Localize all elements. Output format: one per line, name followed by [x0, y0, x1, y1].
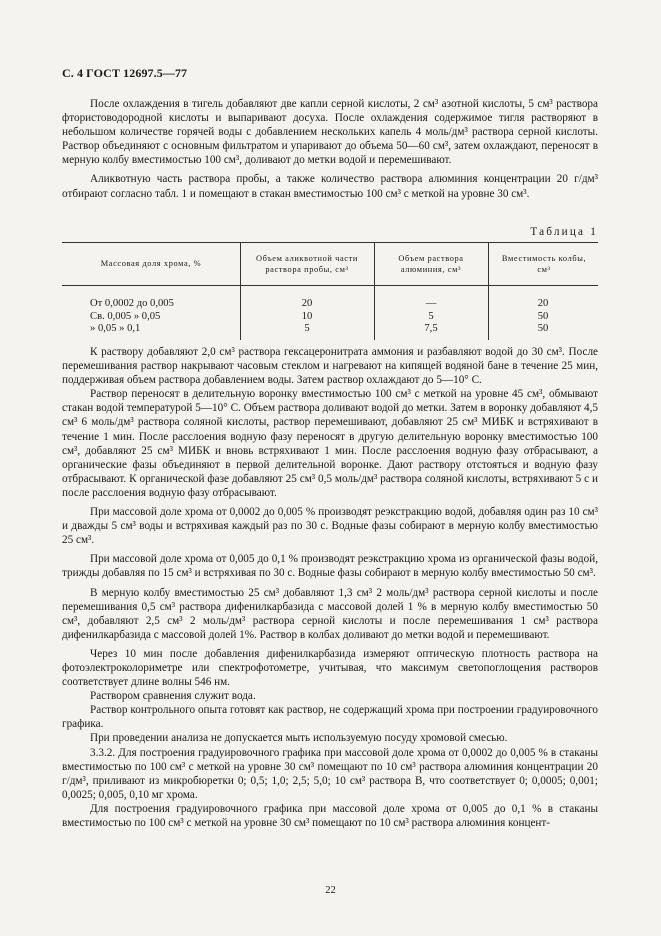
table-body — [62, 298, 598, 336]
column-header: Объем аликвотной части раствора пробы, см³ — [256, 253, 358, 274]
text-block-top — [62, 97, 598, 201]
table-cell: — — [425, 298, 437, 309]
data-table — [62, 242, 598, 336]
paragraph: К раствору добавляют 2,0 см³ раствора гексацеронитрата аммония и разбавляют водой до 30 см³. После перемешивания раствор накрывают часовым стеклом и нагревают на кипящей водяной бане в течение 25 мин, поддерживая объем раствора добавлением воды. Затем раствор охлаждают до 5—10° С. — [62, 346, 598, 387]
paragraph: Для построения градуировочного графика при массовой доле хрома от 0,005 до 0,1 % в стаканы вместимостью по 100 см³ с меткой на уровне 30 см³ помещают по 10 см³ раствора алюминия концент- — [62, 802, 598, 829]
paragraph: После охлаждения в тигель добавляют две капли серной кислоты, 2 см³ азотной кислоты, 5 см³ раствора фтористоводородной кислоты и выпаривают досуха. После охлаждения содержимое тигля растворяют в небольшом количестве горячей воды с добавлением нескольких капель 4 моль/дм³ раствора серной кислоты. Раствор объединяют с основным фильтратом и упаривают до объема 50—60 см³, затем охлаждают, переносят в мерную колбу вместимостью 100 см³, доливают до метки водой и перемешивают. — [62, 98, 598, 167]
paragraph: При массовой доле хрома от 0,005 до 0,1 % производят реэкстракцию хрома из органической фазы водой, трижды добавляя по 15 см³ и встряхивая по 30 с. Водные фазы собирают в мерную колбу вместимостью 50 см³. — [62, 553, 598, 580]
column-header: Массовая доля хрома, % — [100, 259, 202, 269]
paragraph: При проведении анализа не допускается мыть используемую посуду хромовой смесью. — [90, 732, 508, 745]
paragraph: В мерную колбу вместимостью 25 см³ добавляют 1,3 см³ 2 моль/дм³ раствора серной кислоты и после перемешивания 0,5 см³ раствора дифенилкарбазида с массовой долей 1 % в мерную колбу вместимостью 50 см³, добавляют 2,5 см³ 2 моль/дм³ раствора серной кислоты и после перемешивания 1 см³ раствора дифенилкарбазида с массовой долей 1%. Раствор в колбах доливают до метки водой и перемешивают. — [62, 586, 598, 641]
table-row — [62, 311, 598, 324]
column-header: Вместимость колбы, см³ — [501, 253, 587, 274]
document-header: С. 4 ГОСТ 12697.5—77 — [62, 66, 188, 80]
table-cell: 7,5 — [424, 323, 438, 334]
text-block-bottom — [62, 345, 598, 830]
column-header: Объем раствора алюминия, см³ — [398, 253, 464, 274]
table-caption: Таблица 1 — [530, 226, 598, 238]
table-cell: 5 — [428, 310, 434, 322]
paragraph: Раствор контрольного опыта готовят как раствор, не содержащий хрома при построении градуировочного графика. — [62, 704, 598, 731]
table-cell: 5 — [304, 323, 310, 334]
paragraph: Раствором сравнения служит вода. — [90, 690, 256, 703]
table-cell: 20 — [537, 298, 549, 309]
paragraph: При массовой доле хрома от 0,0002 до 0,005 % производят реэкстракцию водой, добавляя один раз 10 см³ и дважды 5 см³ воды и встряхивая каждый раз по 30 с. Водные фазы собирают в мерную колбу вместимостью 25 см³. — [62, 506, 598, 547]
table-cell: 50 — [537, 323, 549, 334]
table-cell: 50 — [537, 310, 549, 322]
page-number: 22 — [325, 885, 336, 896]
table-row — [62, 298, 598, 311]
paragraph: Через 10 мин после добавления дифенилкарбазида измеряют оптическую плотность раствора на фотоэлектроколориметре или спектрофотометре, учитывая, что максимум светопоглощения растворов соответствует длине волны 546 нм. — [62, 647, 598, 689]
paragraph: Аликвотную часть раствора пробы, а также количество раствора алюминия концентрации 20 г/дм³ отбирают согласно табл. 1 и помещают в стакан вместимостью 100 см³ с меткой на уровне 30 см³. — [62, 173, 598, 200]
table-cell: 20 — [301, 298, 313, 309]
table-cell: » 0,05 » 0,1 — [90, 323, 141, 334]
table-cell: Св. 0,005 » 0,05 — [90, 310, 161, 322]
table-header — [62, 243, 598, 285]
paragraph: Раствор переносят в делительную воронку вместимостью 100 см³ с меткой на уровне 45 см³, обмывают стакан водой температурой 5—10° С. Объем раствора доливают водой до метки. Затем в воронку добавляют 4,5 см³ 6 моль/дм³ раствора соляной кислоты, раствор перемешивают, добавляют 25 см³ МИБК и встряхивают в течение 1 мин. После расслоения водную фазу переносят в другую делительную воронку вместимостью 100 см³, добавляют 25 см³ МИБК и вновь встряхивают 1 мин. После расслоения водную фазу отбрасывают, а органические фазы объединяют в первой делительной воронке. Дают раствору отстояться и водную фазу отбрасывают. К органической фазе добавляют 25 см³ 0,5 моль/дм³ раствора соляной кислоты, встряхивают 5 с и после расслоения водную фазу отбрасывают. — [62, 388, 598, 499]
paragraph: 3.3.2. Для построения градуировочного графика при массовой доле хрома от 0,0002 до 0,005 % в стаканы вместимостью по 100 см³ с меткой на уровне 30 см³ помещают по 10 см³ раствора алюминия концентрации 20 г/дм³, приливают из микробюретки 0; 0,5; 1,0; 2,5; 5,0; 10 см³ раствора В, что соответствует 0; 0,0005; 0,001; 0,0025; 0,005, 0,10 мг хрома. — [62, 746, 598, 801]
table-cell: От 0,0002 до 0,005 — [90, 298, 174, 309]
table-cell: 10 — [301, 310, 313, 322]
table-row — [62, 323, 598, 336]
